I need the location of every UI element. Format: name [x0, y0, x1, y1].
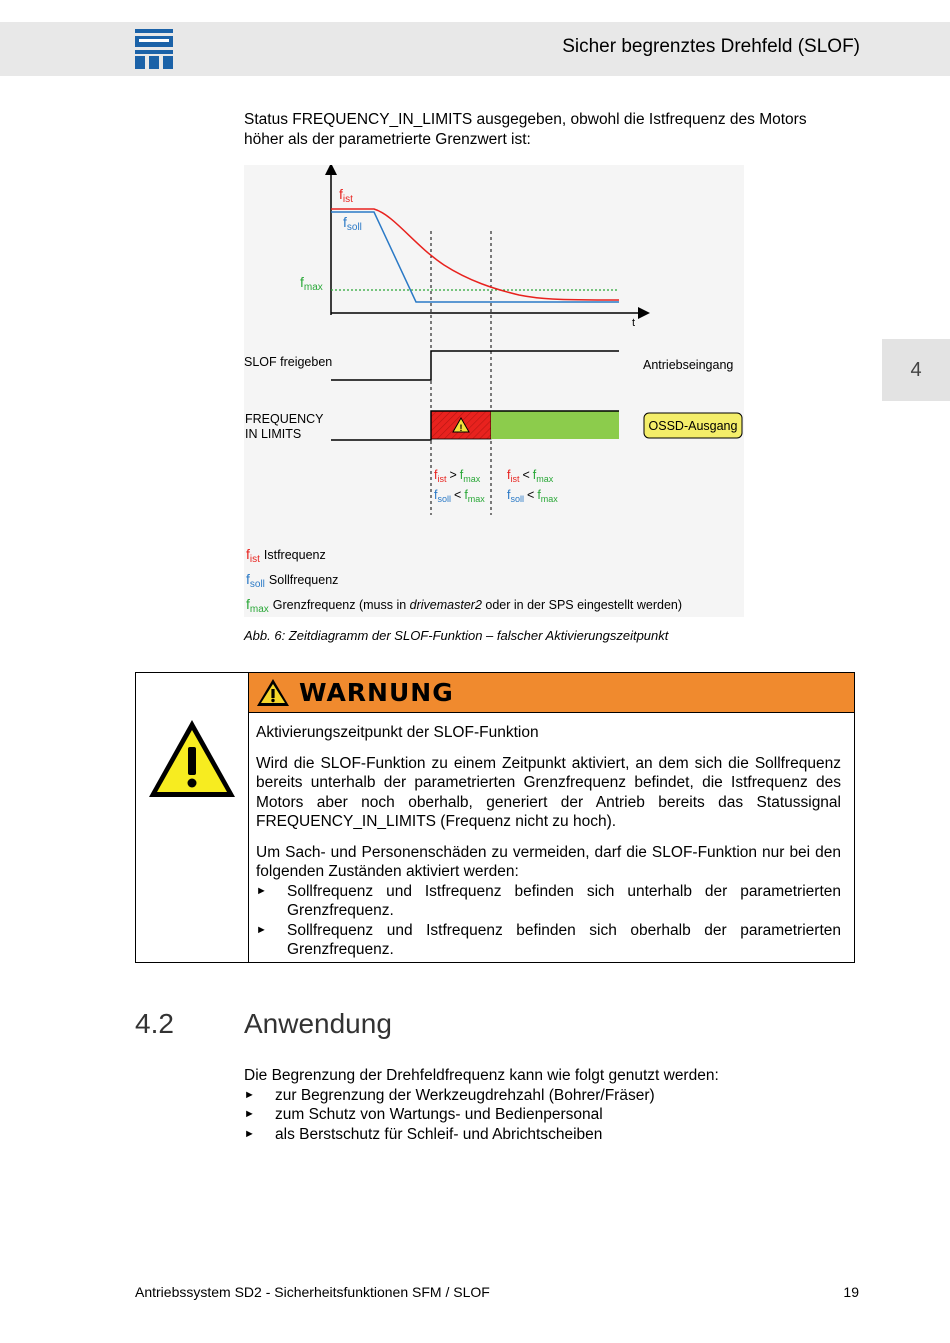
chapter-tab: 4: [882, 339, 950, 401]
f-soll-label: $f_{soll}$: [343, 214, 362, 233]
header-title: Sicher begrenztes Drehfeld (SLOF): [562, 36, 860, 57]
list-item: ► Sollfrequenz und Istfrequenz befinden sich oberhalb der parametrierten Grenzfrequenz.: [256, 921, 841, 958]
list-item: ► als Berstschutz für Schleif- und Abrichtscheiben: [244, 1125, 603, 1143]
warning-title: Aktivierungszeitpunkt der SLOF-Funktion: [256, 724, 539, 741]
legend-soll: $f_{soll}$ Sollfrequenz: [246, 571, 339, 590]
section-intro: Die Begrenzung der Drehfeldfrequenz kann wie folgt genutzt werden:: [244, 1067, 719, 1084]
warning-header: [249, 673, 854, 713]
freq-label-line1: FREQUENCY: [245, 412, 324, 426]
warning-heading: WARNUNG: [299, 678, 454, 707]
warning-paragraph-2: Um Sach- und Personenschäden zu vermeiden, darf die SLOF-Funktion nur bei den folgenden Zuständen aktiviert werden:: [256, 843, 841, 880]
list-item: ► zur Begrenzung der Werkzeugdrehzahl (Bohrer/Fräser): [244, 1086, 655, 1104]
warning-body: [256, 723, 841, 960]
svg-text:!: !: [459, 423, 463, 433]
legend-max: $f_{max}$ Grenzfrequenz (muss in drivemaster2 oder in der SPS eingestellt werden): [246, 596, 683, 615]
f-ist-label: $f_{ist}$: [339, 186, 353, 205]
timing-diagram: [244, 165, 744, 617]
cond-right-2: $f_{soll} < f_{max}$: [507, 488, 558, 504]
warning-triangle-icon: [146, 717, 238, 801]
page-number: 19: [843, 1284, 859, 1300]
warning-paragraph-1: Wird die SLOF-Funktion zu einem Zeitpunkt aktiviert, an dem sich die Sollfrequenz bereits unterhalb der parametrierten Grenzfrequenz befindet, die Istfrequenz des Motors aber noch oberhalb, generiert der Antrieb bereits das Statussignal FREQUENCY_IN_LIMITS (Frequenz nicht zu hoch).: [256, 754, 841, 830]
bullet-arrow-icon: ►: [256, 884, 267, 897]
figure-caption: Abb. 6: Zeitdiagramm der SLOF-Funktion – falscher Aktivierungszeitpunkt: [244, 628, 669, 643]
intro-text: Status FREQUENCY_IN_LIMITS ausgegeben, obwohl die Istfrequenz des Motors höher als der parametrierte Grenzwert ist:: [244, 111, 807, 148]
bullet-arrow-icon: ►: [256, 923, 267, 936]
warning-bullets: [256, 882, 841, 960]
footer-text: Antriebssystem SD2 - Sicherheitsfunktionen SFM / SLOF: [135, 1284, 490, 1300]
company-logo-icon: [135, 29, 173, 69]
slof-label: SLOF freigeben: [244, 355, 333, 369]
list-item: ► Sollfrequenz und Istfrequenz befinden sich unterhalb der parametrierten Grenzfrequenz.: [256, 882, 841, 919]
antrieb-label: Antriebseingang: [643, 358, 734, 372]
cond-left-2: $f_{soll} < f_{max}$: [434, 488, 485, 504]
t-axis-label: t: [632, 317, 636, 329]
warning-left-column: [136, 673, 249, 962]
freq-label-line2: IN LIMITS: [245, 427, 302, 441]
f-max-label: $f_{max}$: [300, 274, 323, 293]
list-item: ► zum Schutz von Wartungs- und Bedienpersonal: [244, 1106, 603, 1123]
legend-ist: $f_{ist}$ Istfrequenz: [246, 546, 326, 565]
bullet-arrow-icon: ►: [244, 1127, 255, 1140]
bullet-arrow-icon: ►: [244, 1108, 255, 1120]
freq-green-area: [491, 411, 619, 439]
warning-small-icon: [255, 677, 291, 708]
ossd-label: OSSD-Ausgang: [648, 419, 738, 433]
section-number: 4.2: [135, 1008, 174, 1039]
cond-left-1: $f_{ist} > f_{max}$: [434, 468, 481, 484]
section-content: [244, 1066, 844, 1144]
cond-right-1: $f_{ist} < f_{max}$: [507, 468, 554, 484]
section-title: Anwendung: [244, 1008, 392, 1039]
warning-box: [135, 672, 855, 963]
bullet-arrow-icon: ►: [244, 1088, 255, 1101]
section-bullets: [244, 1086, 844, 1145]
